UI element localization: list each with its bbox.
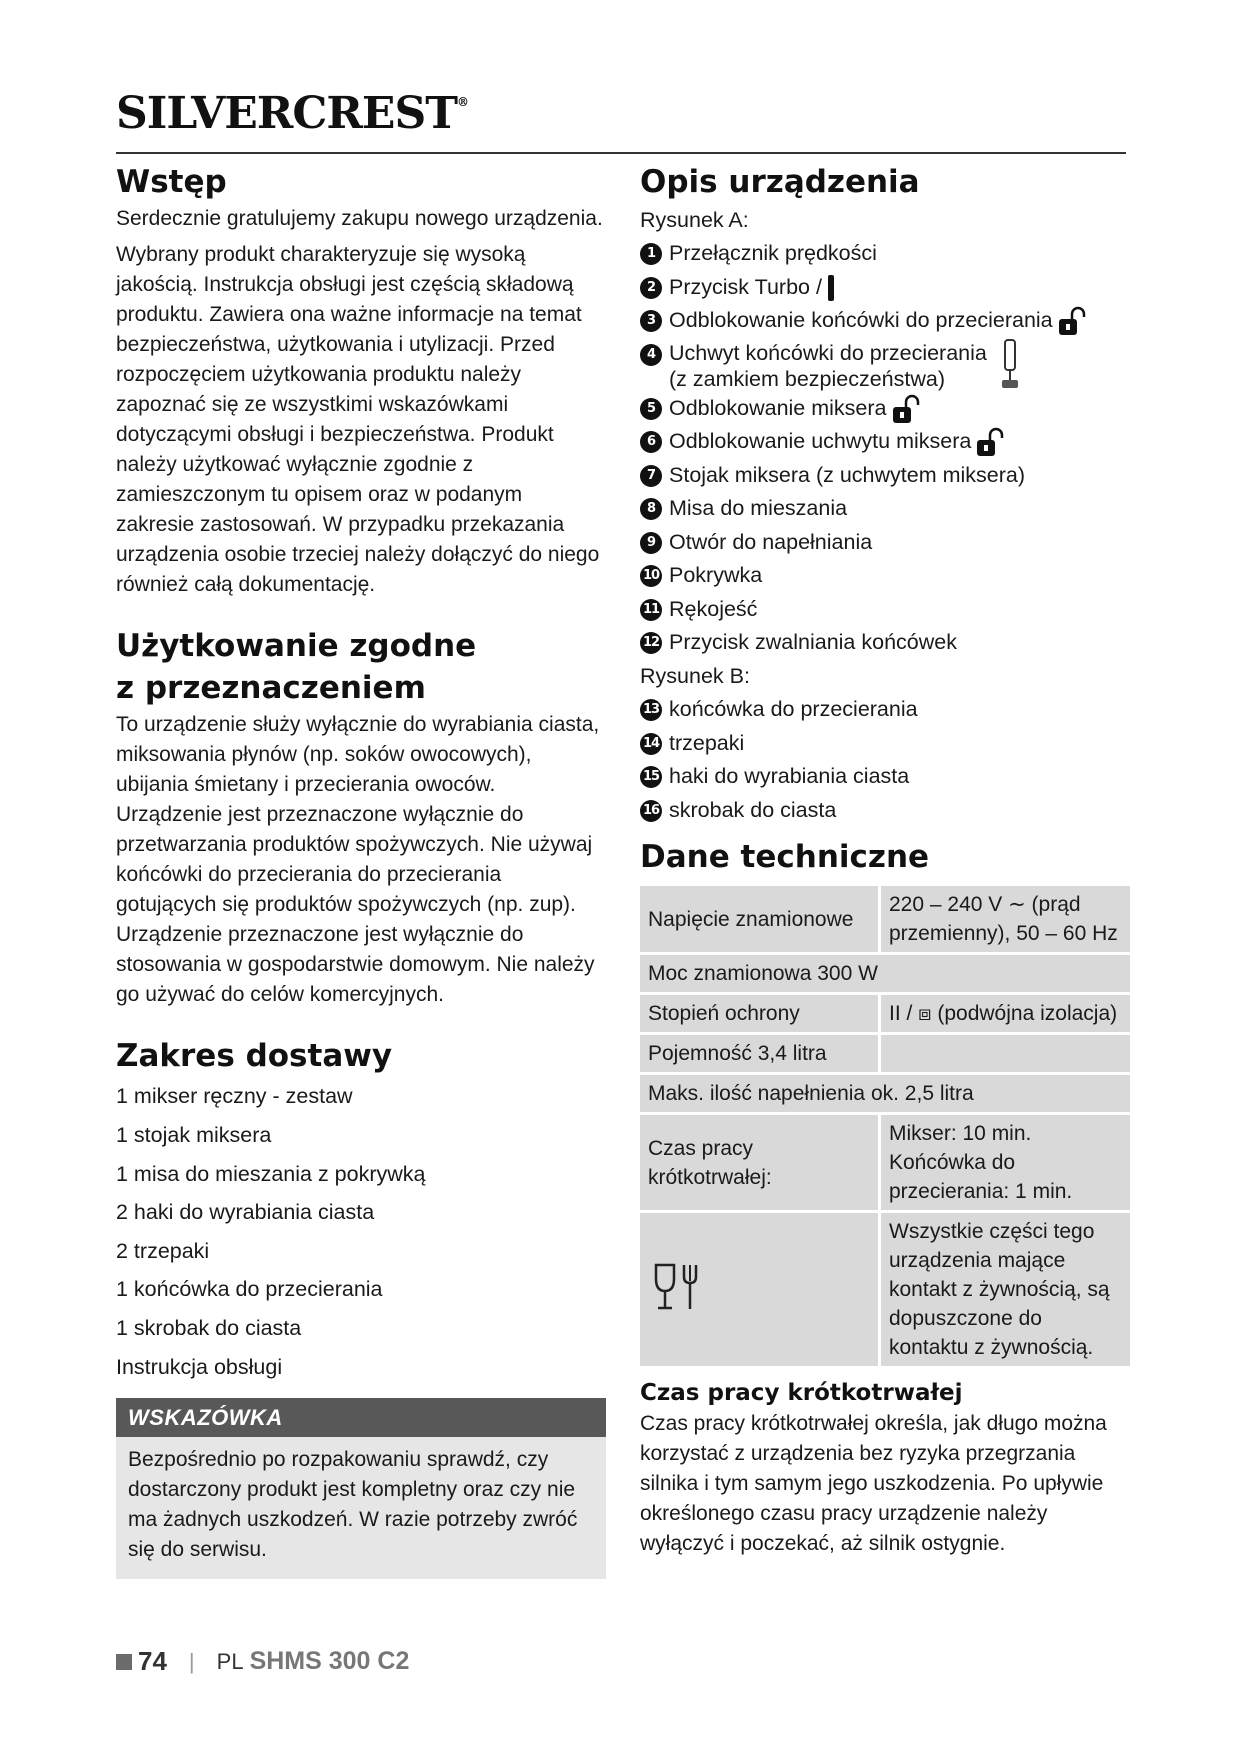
- number-badge: 11: [640, 599, 662, 621]
- number-badge: 2: [640, 277, 662, 299]
- tech-value: Mikser: 10 min. Końcówka do przecierania: 1 min.: [881, 1115, 1130, 1210]
- list-item: 1 mikser ręczny - zestaw: [116, 1084, 353, 1109]
- note-body: [116, 1437, 606, 1579]
- part-label: Przycisk Turbo /: [669, 274, 822, 299]
- list-item: 2 trzepaki: [116, 1238, 210, 1263]
- part-label: Uchwyt końcówki do przecierania: [669, 340, 987, 365]
- tech-key: Czas pracy krótkotrwałej:: [640, 1115, 878, 1210]
- table-row: [640, 955, 1130, 992]
- tech-key: Moc znamionowa 300 W: [640, 955, 1130, 992]
- page-number: 74: [138, 1646, 167, 1676]
- table-row: [640, 1035, 1130, 1072]
- intended-use-heading-line2: z przeznaczeniem: [116, 669, 426, 706]
- table-row: [640, 1115, 1130, 1210]
- list-item: [640, 727, 1130, 761]
- note-box: [116, 1398, 606, 1579]
- list-item: [640, 593, 1130, 627]
- table-row: [640, 995, 1130, 1032]
- list-item: 1 stojak miksera: [116, 1122, 272, 1147]
- left-column: [116, 162, 606, 1579]
- part-label: końcówka do przecierania: [669, 697, 918, 722]
- list-item: [640, 338, 1130, 392]
- number-badge: 3: [640, 310, 662, 332]
- list-item: [640, 271, 1130, 305]
- intended-use-paragraph: To urządzenie służy wyłącznie do wyrabiania ciasta, miksowania płynów (np. soków owocowych), ubijania śmietany i przecierania owoców. Urządzenie jest przeznaczone wyłącznie do przetwarzania produktów spożywczych. Nie używaj końcówki do przecierania do przecierania gotujących się produktów spożywczych (np. zup). Urządzenie przeznaczone jest wyłącznie do stosowania w gospodarstwie domowym. Nie należy go używać do celów komercyjnych.: [116, 712, 600, 1006]
- part-label: trzepaki: [669, 730, 745, 755]
- page-footer: [116, 1646, 409, 1677]
- number-badge: 4: [640, 344, 662, 366]
- language-code: PL: [216, 1648, 244, 1674]
- part-label: Odblokowanie uchwytu miksera: [669, 429, 972, 454]
- tech-key: Stopień ochrony: [640, 995, 878, 1032]
- part-label: Przycisk zwalniania końcówek: [669, 630, 957, 655]
- list-item: [640, 526, 1130, 560]
- part-label: Stojak miksera (z uchwytem miksera): [669, 462, 1026, 487]
- figure-a-label: Rysunek A:: [640, 207, 749, 232]
- tech-table: [637, 883, 1133, 1369]
- footer-separator: |: [188, 1648, 195, 1674]
- list-item: 1 końcówka do przecierania: [116, 1277, 383, 1302]
- delivery-list: [116, 1077, 606, 1386]
- footer-square-icon: [116, 1654, 132, 1670]
- list-item: [640, 760, 1130, 794]
- short-time-heading: Czas pracy krótkotrwałej: [640, 1380, 963, 1407]
- part-label-block: [669, 338, 987, 392]
- number-badge: 10: [640, 565, 662, 587]
- part-label-sub: (z zamkiem bezpieczeństwa): [669, 366, 946, 391]
- list-item: 1 skrobak do ciasta: [116, 1315, 302, 1340]
- masher-holder-icon: [997, 338, 1023, 390]
- part-label: skrobak do ciasta: [669, 797, 837, 822]
- parts-list-a: [640, 237, 1130, 660]
- number-badge: 7: [640, 465, 662, 487]
- tech-key: Pojemność 3,4 litra: [640, 1035, 878, 1072]
- list-item: [640, 794, 1130, 828]
- model-number: SHMS 300 C2: [249, 1647, 410, 1675]
- delivery-heading: Zakres dostawy: [116, 1037, 393, 1074]
- number-badge: 12: [640, 632, 662, 654]
- number-badge: 9: [640, 532, 662, 554]
- list-item: [640, 392, 1130, 426]
- unlock-icon: [890, 393, 920, 425]
- list-item: [640, 693, 1130, 727]
- note-title: WSKAZÓWKA: [116, 1398, 606, 1437]
- part-label: Przełącznik prędkości: [669, 241, 877, 266]
- number-badge: 14: [640, 733, 662, 755]
- food-safe-icon: [652, 1261, 704, 1315]
- table-row: [640, 1075, 1130, 1112]
- tech-value: II / ⧈ (podwójna izolacja): [881, 995, 1130, 1032]
- header-rule: [116, 152, 1126, 154]
- tech-value: 220 – 240 V ∼ (prąd przemienny), 50 – 60 Hz: [881, 886, 1130, 952]
- intro-heading: Wstęp: [116, 164, 227, 200]
- number-badge: 1: [640, 243, 662, 265]
- part-label: Rękojeść: [669, 596, 758, 621]
- intended-use-heading-line1: Użytkowanie zgodne: [116, 627, 477, 664]
- list-item: 2 haki do wyrabiania ciasta: [116, 1200, 375, 1225]
- number-badge: 13: [640, 699, 662, 721]
- part-label: Misa do mieszania: [669, 496, 848, 521]
- number-badge: 16: [640, 800, 662, 822]
- intro-paragraph-2: Wybrany produkt charakteryzuje się wysoką jakością. Instrukcja obsługi jest częścią składową produktu. Zawiera ona ważne informacje na temat bezpieczeństwa, użytkowania i utylizacji. Przed rozpoczęciem użytkowania produktu należy zapoznać się ze wszystkimi wskazówkami dotyczącymi obsługi i bezpieczeństwa. Produkt należy użytkować wyłącznie zgodnie z zamieszczonym tu opisem oraz w podanym zakresie zastosowań. W przypadku przekazania urządzenia osobie trzeciej należy dołączyć do niego również całą dokumentację.: [116, 242, 600, 596]
- tech-key: Napięcie znamionowe: [640, 886, 878, 952]
- intended-use-heading: [116, 626, 606, 710]
- table-row: [640, 886, 1130, 952]
- intro-paragraph-1: Serdecznie gratulujemy zakupu nowego urządzenia.: [116, 206, 603, 230]
- table-row: [640, 1213, 1130, 1366]
- part-label: haki do wyrabiania ciasta: [669, 764, 910, 789]
- list-item: [640, 626, 1130, 660]
- part-label: Otwór do napełniania: [669, 529, 873, 554]
- tech-value: Wszystkie części tego urządzenia mające kontakt z żywnością, są dopuszczone do kontaktu z żywnością.: [881, 1213, 1130, 1366]
- number-badge: 8: [640, 498, 662, 520]
- part-label: Odblokowanie końcówki do przecierania: [669, 308, 1053, 333]
- short-time-paragraph: Czas pracy krótkotrwałej określa, jak długo można korzystać z urządzenia bez ryzyka przegrzania silnika i tym samym jego uszkodzenia. Po upływie określonego czasu pracy urządzenie należy wyłączyć i poczekać, aż silnik ostygnie.: [640, 1412, 1107, 1556]
- list-item: [640, 459, 1130, 493]
- right-column: [640, 162, 1130, 1559]
- tech-value: [881, 1035, 1130, 1072]
- number-badge: 6: [640, 431, 662, 453]
- part-label: Odblokowanie miksera: [669, 395, 887, 420]
- list-item: [640, 425, 1130, 459]
- food-safe-cell: [640, 1213, 878, 1366]
- parts-list-b: [640, 693, 1130, 827]
- note-text: Bezpośrednio po rozpakowaniu sprawdź, czy dostarczony produkt jest kompletny oraz czy nie ma żadnych uszkodzeń. W razie potrzeby zwróć się do serwisu.: [128, 1448, 578, 1562]
- registered-mark: ®: [456, 95, 468, 109]
- list-item: Instrukcja obsługi: [116, 1354, 283, 1379]
- tech-heading: Dane techniczne: [640, 839, 930, 876]
- tech-key: Maks. ilość napełnienia ok. 2,5 litra: [640, 1075, 1130, 1112]
- brand-logo: SILVERCREST®: [116, 88, 468, 139]
- figure-b-label: Rysunek B:: [640, 663, 750, 688]
- part-label: Pokrywka: [669, 563, 763, 588]
- description-heading: Opis urządzenia: [640, 164, 920, 200]
- list-item: [640, 237, 1130, 271]
- number-badge: 15: [640, 766, 662, 788]
- list-item: [640, 559, 1130, 593]
- list-item: [640, 492, 1130, 526]
- unlock-icon: [974, 426, 1004, 458]
- unlock-icon: [1056, 305, 1086, 337]
- list-item: 1 misa do mieszania z pokrywką: [116, 1161, 426, 1186]
- list-item: [640, 304, 1130, 338]
- turbo-button-icon: [825, 273, 837, 303]
- number-badge: 5: [640, 398, 662, 420]
